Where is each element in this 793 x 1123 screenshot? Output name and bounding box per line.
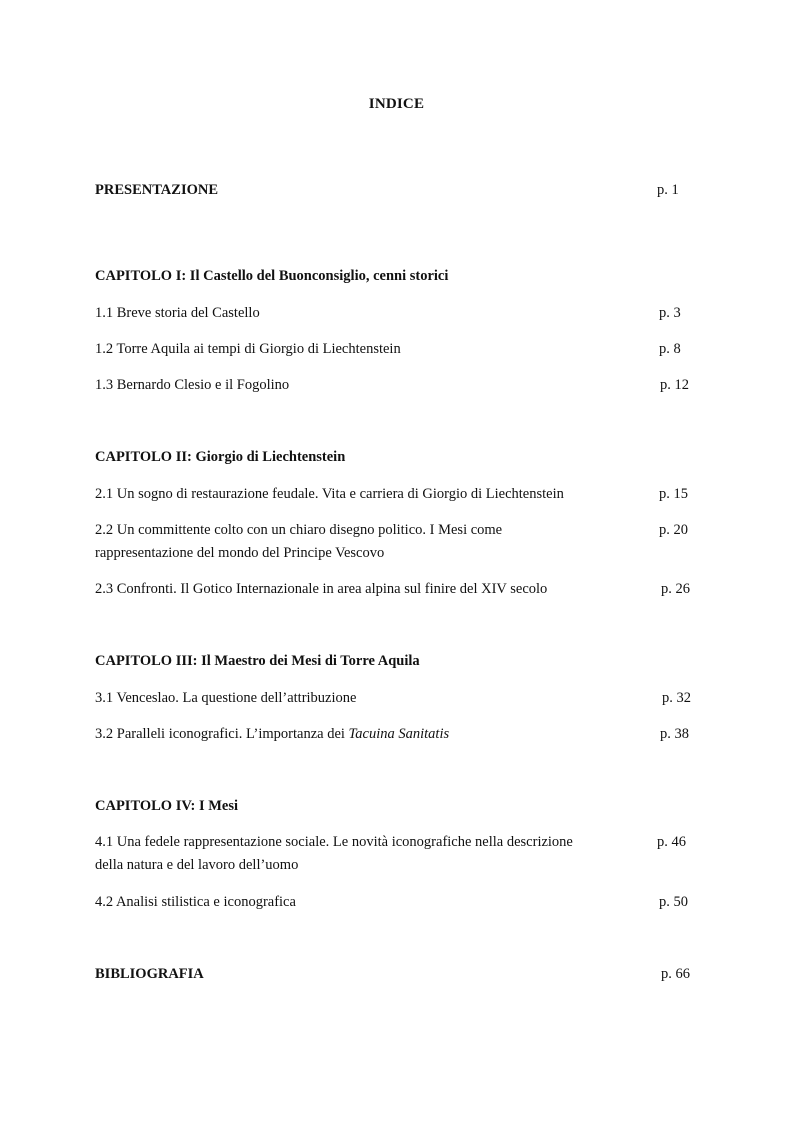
toc-entry[interactable] xyxy=(95,302,695,325)
toc-entry[interactable] xyxy=(95,891,695,914)
toc-entry-presentazione[interactable] xyxy=(95,179,695,202)
toc-chapter-heading[interactable] xyxy=(95,265,695,288)
toc-page-number: p. 3 xyxy=(659,305,681,321)
page-title: INDICE xyxy=(368,96,425,112)
toc-entry-text: 4.2 Analisi stilistica e iconografica xyxy=(95,894,296,910)
toc-entry-text-line1: 4.1 Una fedele rappresentazione sociale. Le novità iconografiche nella descrizione xyxy=(95,834,573,850)
toc-chapter-heading[interactable] xyxy=(95,446,695,469)
toc-page-number: p. 12 xyxy=(660,377,689,393)
toc-entry-text: 2.1 Un sogno di restaurazione feudale. Vita e carriera di Giorgio di Liechtenstein xyxy=(95,486,564,502)
toc-entry-text: 3.1 Venceslao. La questione dell’attribuzione xyxy=(95,690,357,706)
toc-entry[interactable] xyxy=(95,374,695,397)
toc-entry-text: 1.1 Breve storia del Castello xyxy=(95,305,260,321)
toc-entry-text-line2: della natura e del lavoro dell’uomo xyxy=(95,857,299,873)
toc-entry[interactable] xyxy=(95,483,695,506)
toc-entry-label: PRESENTAZIONE xyxy=(95,182,219,198)
toc-entry[interactable] xyxy=(95,338,695,361)
toc-entry[interactable] xyxy=(95,831,695,877)
toc-page-number: p. 66 xyxy=(661,966,690,982)
toc-entry-text-line2: rappresentazione del mondo del Principe Vescovo xyxy=(95,545,385,561)
toc-chapter-heading[interactable] xyxy=(95,650,695,673)
toc-page-number: p. 20 xyxy=(659,522,688,538)
toc-entry-text: 1.2 Torre Aquila ai tempi di Giorgio di Liechtenstein xyxy=(95,341,401,357)
toc-entry-text-italic: Tacuina Sanitatis xyxy=(348,726,450,742)
chapter-heading-text: CAPITOLO III: Il Maestro dei Mesi di Torre Aquila xyxy=(95,653,420,669)
toc-entry-text xyxy=(95,723,635,746)
toc-chapter-heading[interactable] xyxy=(95,795,695,818)
toc-entry-text-prefix: 3.2 Paralleli iconografici. L’importanza dei xyxy=(95,726,349,742)
toc-entry-text: 2.3 Confronti. Il Gotico Internazionale in area alpina sul finire del XIV secolo xyxy=(95,581,548,597)
toc-entry[interactable] xyxy=(95,578,695,601)
toc-entry[interactable] xyxy=(95,519,695,565)
toc-entry-bibliografia[interactable] xyxy=(95,963,695,986)
toc-page-number: p. 1 xyxy=(657,182,679,198)
toc-page-number: p. 15 xyxy=(659,486,688,502)
chapter-heading-text: CAPITOLO IV: I Mesi xyxy=(95,798,239,814)
toc-page-number: p. 50 xyxy=(659,894,688,910)
toc-page-number: p. 26 xyxy=(661,581,690,597)
chapter-heading-text: CAPITOLO II: Giorgio di Liechtenstein xyxy=(95,449,346,465)
toc-page-number: p. 32 xyxy=(662,690,691,706)
toc-entry[interactable] xyxy=(95,723,695,746)
toc-page-number: p. 8 xyxy=(659,341,681,357)
toc-entry[interactable] xyxy=(95,687,695,710)
toc-page-number: p. 38 xyxy=(660,726,689,742)
toc-entry-label: BIBLIOGRAFIA xyxy=(95,966,204,982)
toc-entry-text: 1.3 Bernardo Clesio e il Fogolino xyxy=(95,377,290,393)
chapter-heading-text: CAPITOLO I: Il Castello del Buonconsiglio, cenni storici xyxy=(95,268,449,284)
toc-page-number: p. 46 xyxy=(657,834,686,850)
toc-entry-text-line1: 2.2 Un committente colto con un chiaro disegno politico. I Mesi come xyxy=(95,522,503,538)
